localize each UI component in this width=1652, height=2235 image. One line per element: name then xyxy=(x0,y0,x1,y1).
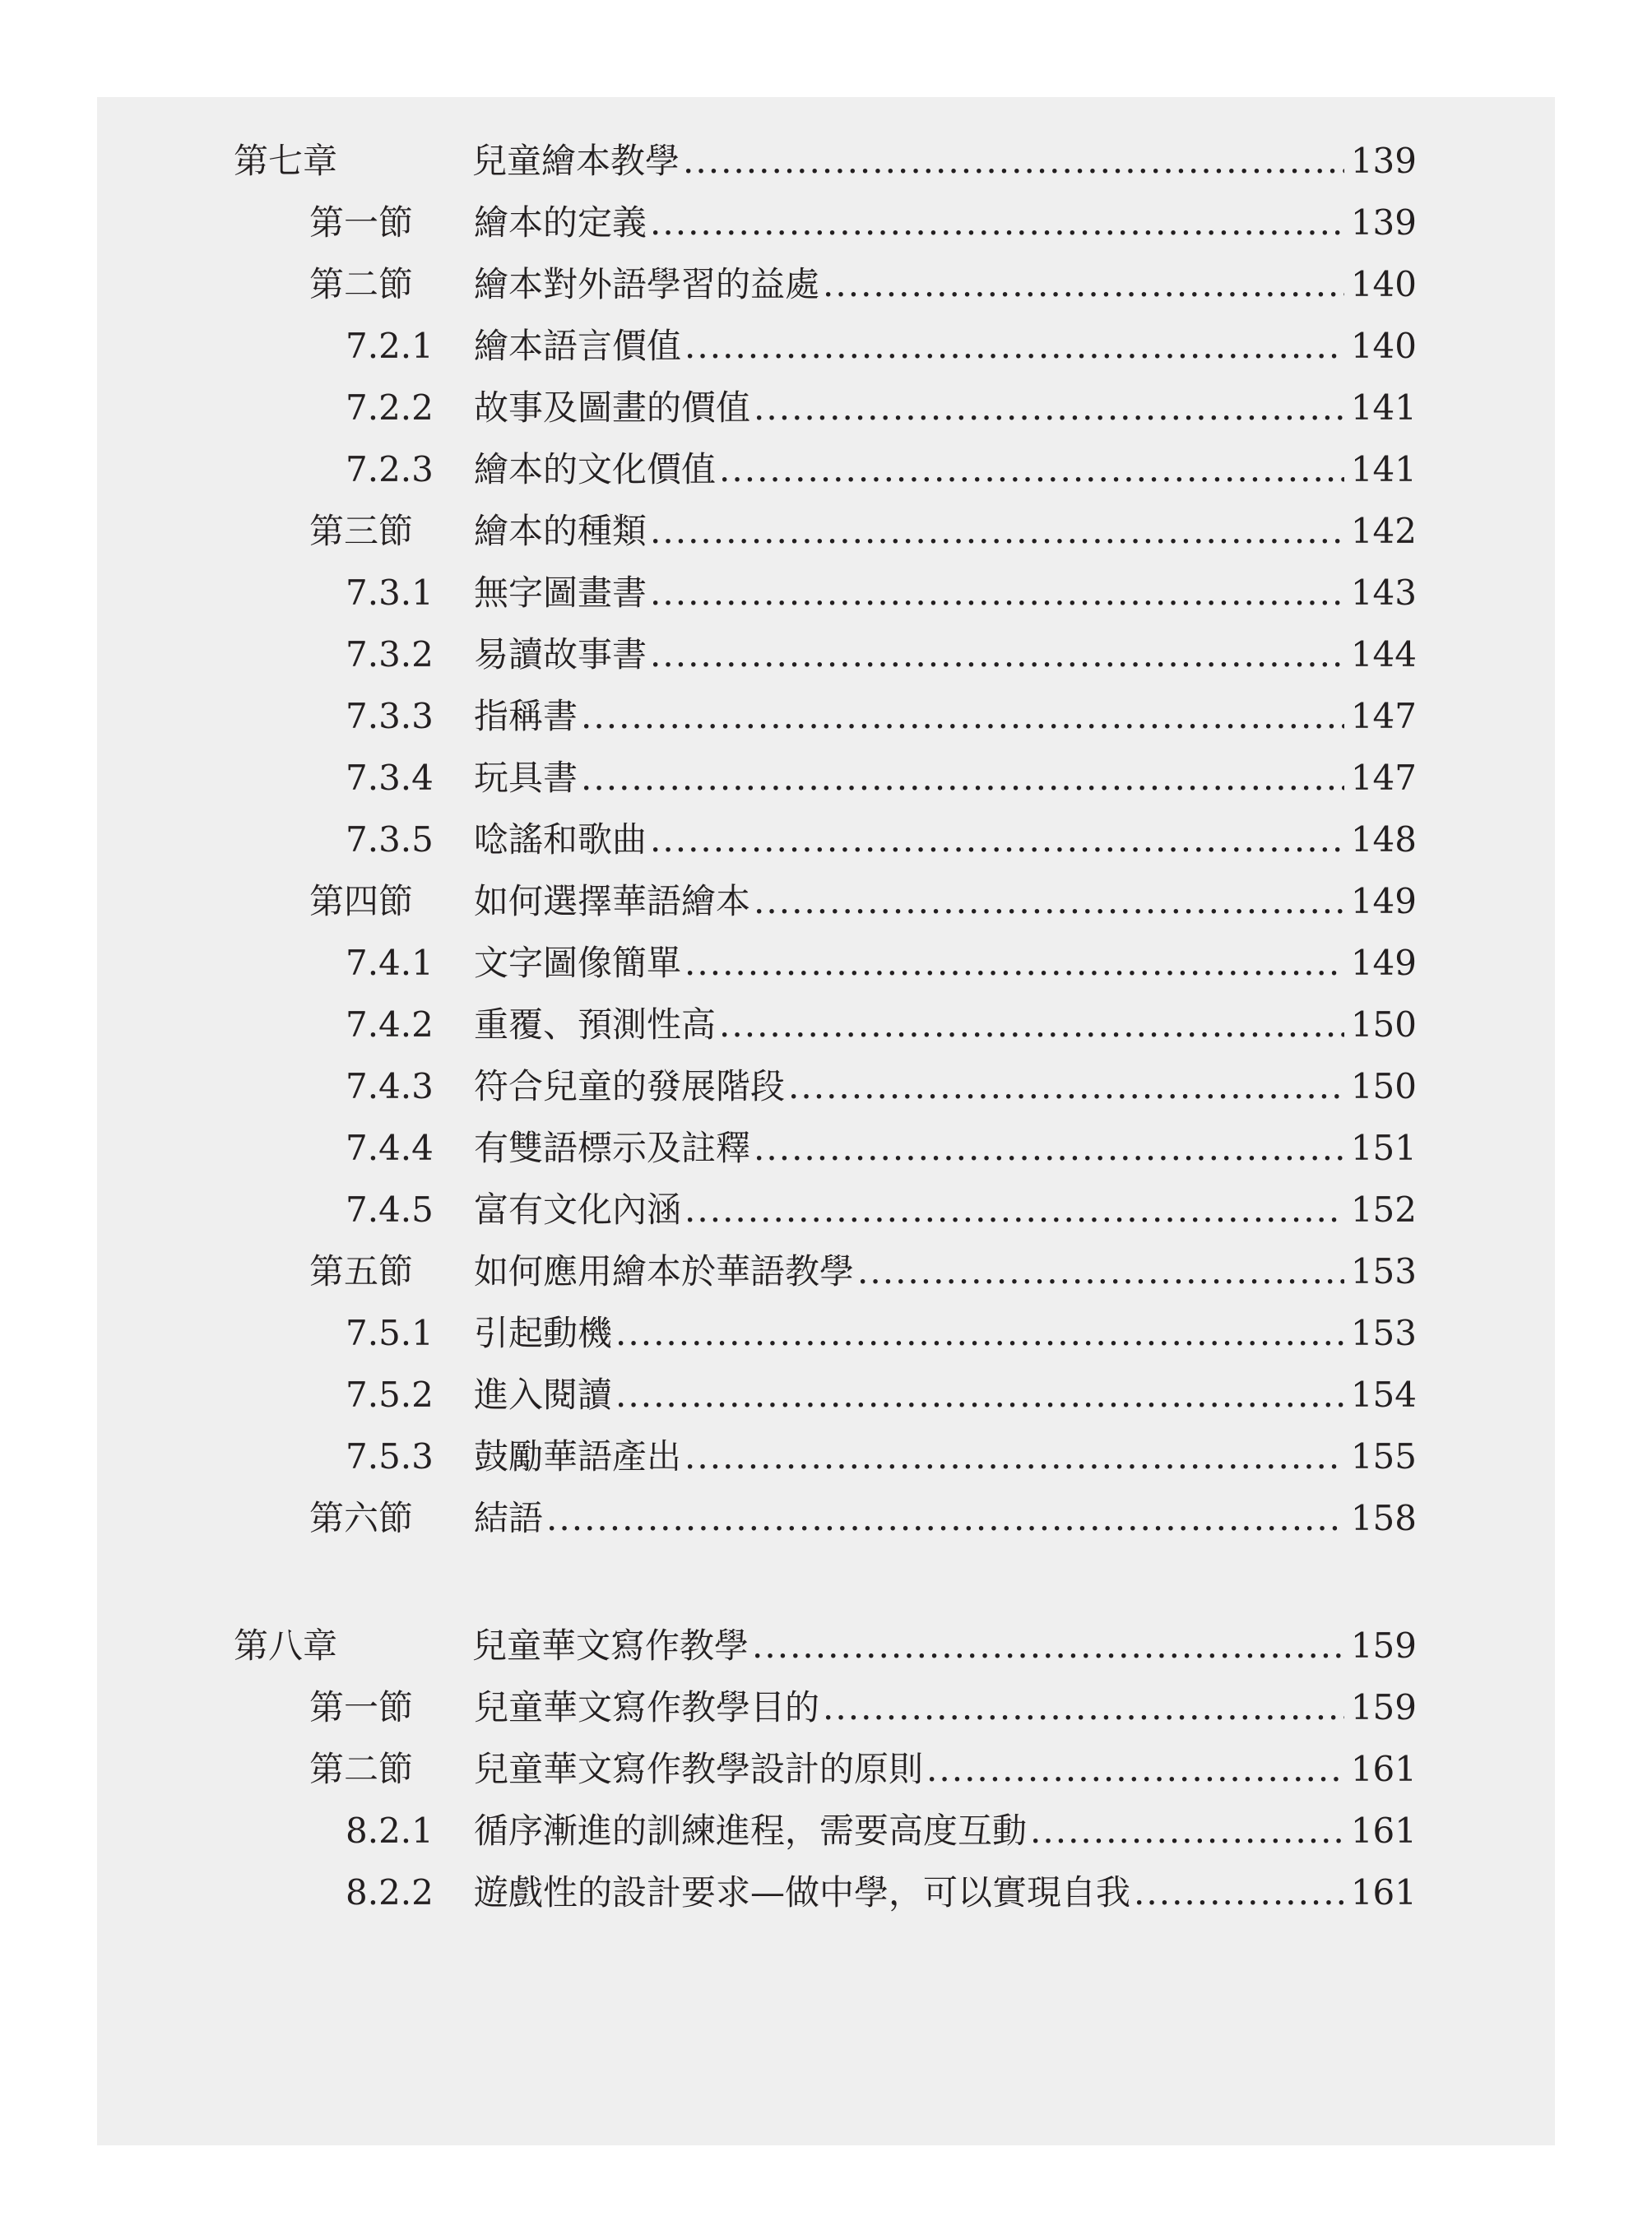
toc-section[interactable] xyxy=(309,1487,1417,1549)
toc-subsection[interactable] xyxy=(346,1862,1417,1923)
toc-chapter-8[interactable] xyxy=(234,1615,1417,1676)
toc-subsection[interactable] xyxy=(346,562,1417,624)
toc-subsection[interactable] xyxy=(346,994,1417,1055)
page-number: 142 xyxy=(1350,511,1417,551)
page-number: 154 xyxy=(1350,1375,1417,1415)
subsection-number: 8.2.2 xyxy=(346,1872,434,1913)
subsection-number: 7.3.4 xyxy=(346,758,434,798)
section-number: 第二節 xyxy=(309,1749,414,1789)
chapter-number: 第八章 xyxy=(234,1625,338,1666)
subsection-title: 遊戲性的設計要求—做中學，可以實現自我 xyxy=(474,1872,1131,1913)
page-number: 161 xyxy=(1350,1749,1417,1789)
page-number: 140 xyxy=(1350,264,1417,304)
toc-subsection[interactable] xyxy=(346,1117,1417,1179)
subsection-number: 7.3.1 xyxy=(346,573,434,613)
section-title: 兒童華文寫作教學設計的原則 xyxy=(474,1749,924,1789)
subsection-number: 7.5.3 xyxy=(346,1436,434,1477)
dot-leader xyxy=(1030,1800,1344,1862)
page-number: 149 xyxy=(1350,943,1417,983)
dot-leader xyxy=(650,500,1344,562)
dot-leader xyxy=(823,1676,1344,1738)
page-number: 153 xyxy=(1350,1251,1417,1291)
subsection-title: 繪本語言價值 xyxy=(474,326,682,366)
dot-leader xyxy=(754,870,1344,932)
subsection-number: 7.4.5 xyxy=(346,1189,434,1230)
dot-leader xyxy=(650,562,1344,624)
toc-subsection[interactable] xyxy=(346,1055,1417,1117)
dot-leader xyxy=(683,130,1344,192)
toc-section[interactable] xyxy=(309,870,1417,932)
page-number: 149 xyxy=(1350,881,1417,921)
subsection-number: 7.3.3 xyxy=(346,696,434,736)
page-number: 140 xyxy=(1350,326,1417,366)
page-number: 153 xyxy=(1350,1313,1417,1353)
subsection-title: 指稱書 xyxy=(474,696,578,736)
page-number: 155 xyxy=(1350,1436,1417,1477)
subsection-number: 7.5.1 xyxy=(346,1313,434,1353)
dot-leader xyxy=(719,438,1344,500)
page-number: 141 xyxy=(1350,449,1417,489)
subsection-title: 引起動機 xyxy=(474,1313,613,1353)
toc-subsection[interactable] xyxy=(346,747,1417,809)
page-number: 139 xyxy=(1350,141,1417,181)
dot-leader xyxy=(823,253,1344,315)
subsection-number: 7.4.2 xyxy=(346,1004,434,1045)
page-number: 161 xyxy=(1350,1811,1417,1851)
subsection-title: 文字圖像簡單 xyxy=(474,943,682,983)
subsection-title: 唸謠和歌曲 xyxy=(474,819,647,860)
toc-subsection[interactable] xyxy=(346,377,1417,438)
section-title: 兒童華文寫作教學目的 xyxy=(474,1687,820,1727)
page-number: 150 xyxy=(1350,1066,1417,1106)
dot-leader xyxy=(719,994,1344,1055)
toc-section[interactable] xyxy=(309,1738,1417,1800)
subsection-title: 富有文化內涵 xyxy=(474,1189,682,1230)
dot-leader xyxy=(754,377,1344,438)
toc-subsection[interactable] xyxy=(346,315,1417,377)
section-number: 第一節 xyxy=(309,202,414,243)
toc-subsection[interactable] xyxy=(346,685,1417,747)
subsection-title: 有雙語標示及註釋 xyxy=(474,1128,751,1168)
toc-section[interactable] xyxy=(309,253,1417,315)
dot-leader xyxy=(684,1179,1344,1240)
section-number: 第六節 xyxy=(309,1498,414,1538)
subsection-title: 進入閱讀 xyxy=(474,1375,613,1415)
section-title: 如何選擇華語繪本 xyxy=(474,881,751,921)
page-number: 151 xyxy=(1350,1128,1417,1168)
subsection-number: 7.3.2 xyxy=(346,634,434,675)
dot-leader xyxy=(581,685,1344,747)
page-number: 147 xyxy=(1350,696,1417,736)
section-title: 繪本的種類 xyxy=(474,511,647,551)
section-number: 第五節 xyxy=(309,1251,414,1291)
toc-subsection[interactable] xyxy=(346,932,1417,994)
section-title: 結語 xyxy=(474,1498,544,1538)
dot-leader xyxy=(650,624,1344,685)
chapter-number: 第七章 xyxy=(234,141,338,181)
section-title: 如何應用繪本於華語教學 xyxy=(474,1251,855,1291)
toc-section[interactable] xyxy=(309,1676,1417,1738)
page-number: 150 xyxy=(1350,1004,1417,1045)
dot-leader xyxy=(581,747,1344,809)
toc-subsection[interactable] xyxy=(346,1800,1417,1862)
dot-leader xyxy=(857,1240,1344,1302)
subsection-number: 7.2.2 xyxy=(346,387,434,428)
dot-leader xyxy=(650,192,1344,253)
subsection-number: 7.4.4 xyxy=(346,1128,434,1168)
dot-leader xyxy=(684,1426,1344,1487)
subsection-number: 7.2.1 xyxy=(346,326,434,366)
section-number: 第一節 xyxy=(309,1687,414,1727)
subsection-title: 繪本的文化價值 xyxy=(474,449,717,489)
toc-subsection[interactable] xyxy=(346,809,1417,870)
section-number: 第二節 xyxy=(309,264,414,304)
toc-chapter-7[interactable] xyxy=(234,130,1417,192)
dot-leader xyxy=(615,1302,1344,1364)
subsection-number: 7.5.2 xyxy=(346,1375,434,1415)
page-number: 139 xyxy=(1350,202,1417,243)
subsection-number: 7.4.3 xyxy=(346,1066,434,1106)
section-number: 第三節 xyxy=(309,511,414,551)
dot-leader xyxy=(788,1055,1344,1117)
subsection-number: 7.4.1 xyxy=(346,943,434,983)
dot-leader xyxy=(650,809,1344,870)
dot-leader xyxy=(546,1487,1344,1549)
toc-subsection[interactable] xyxy=(346,1426,1417,1487)
subsection-title: 符合兒童的發展階段 xyxy=(474,1066,786,1106)
page-number: 158 xyxy=(1350,1498,1417,1538)
dot-leader xyxy=(684,315,1344,377)
chapter-title: 兒童繪本教學 xyxy=(472,141,680,181)
toc-subsection[interactable] xyxy=(346,438,1417,500)
toc-section[interactable] xyxy=(309,192,1417,253)
dot-leader xyxy=(752,1615,1344,1676)
page-number: 159 xyxy=(1350,1625,1417,1666)
dot-leader xyxy=(684,932,1344,994)
chapter-title: 兒童華文寫作教學 xyxy=(472,1625,749,1666)
subsection-title: 玩具書 xyxy=(474,758,578,798)
toc-subsection[interactable] xyxy=(346,1302,1417,1364)
dot-leader xyxy=(754,1117,1344,1179)
page-number: 147 xyxy=(1350,758,1417,798)
section-title: 繪本對外語學習的益處 xyxy=(474,264,820,304)
toc-section[interactable] xyxy=(309,1240,1417,1302)
subsection-number: 7.2.3 xyxy=(346,449,434,489)
dot-leader xyxy=(1134,1862,1344,1923)
subsection-title: 重覆、預測性高 xyxy=(474,1004,717,1045)
page-number: 159 xyxy=(1350,1687,1417,1727)
subsection-title: 無字圖畫書 xyxy=(474,573,647,613)
subsection-number: 8.2.1 xyxy=(346,1811,434,1851)
page-number: 152 xyxy=(1350,1189,1417,1230)
toc-subsection[interactable] xyxy=(346,1179,1417,1240)
page-number: 144 xyxy=(1350,634,1417,675)
toc-section[interactable] xyxy=(309,500,1417,562)
section-number: 第四節 xyxy=(309,881,414,921)
section-title: 繪本的定義 xyxy=(474,202,647,243)
page-number: 141 xyxy=(1350,387,1417,428)
dot-leader xyxy=(926,1738,1344,1800)
subsection-title: 循序漸進的訓練進程，需要高度互動 xyxy=(474,1811,1028,1851)
subsection-title: 故事及圖畫的價值 xyxy=(474,387,751,428)
subsection-number: 7.3.5 xyxy=(346,819,434,860)
subsection-title: 鼓勵華語產出 xyxy=(474,1436,682,1477)
page-panel xyxy=(97,97,1555,2145)
toc-subsection[interactable] xyxy=(346,624,1417,685)
dot-leader xyxy=(615,1364,1344,1426)
toc-subsection[interactable] xyxy=(346,1364,1417,1426)
page-number: 148 xyxy=(1350,819,1417,860)
page-number: 161 xyxy=(1350,1872,1417,1913)
page-number: 143 xyxy=(1350,573,1417,613)
subsection-title: 易讀故事書 xyxy=(474,634,647,675)
